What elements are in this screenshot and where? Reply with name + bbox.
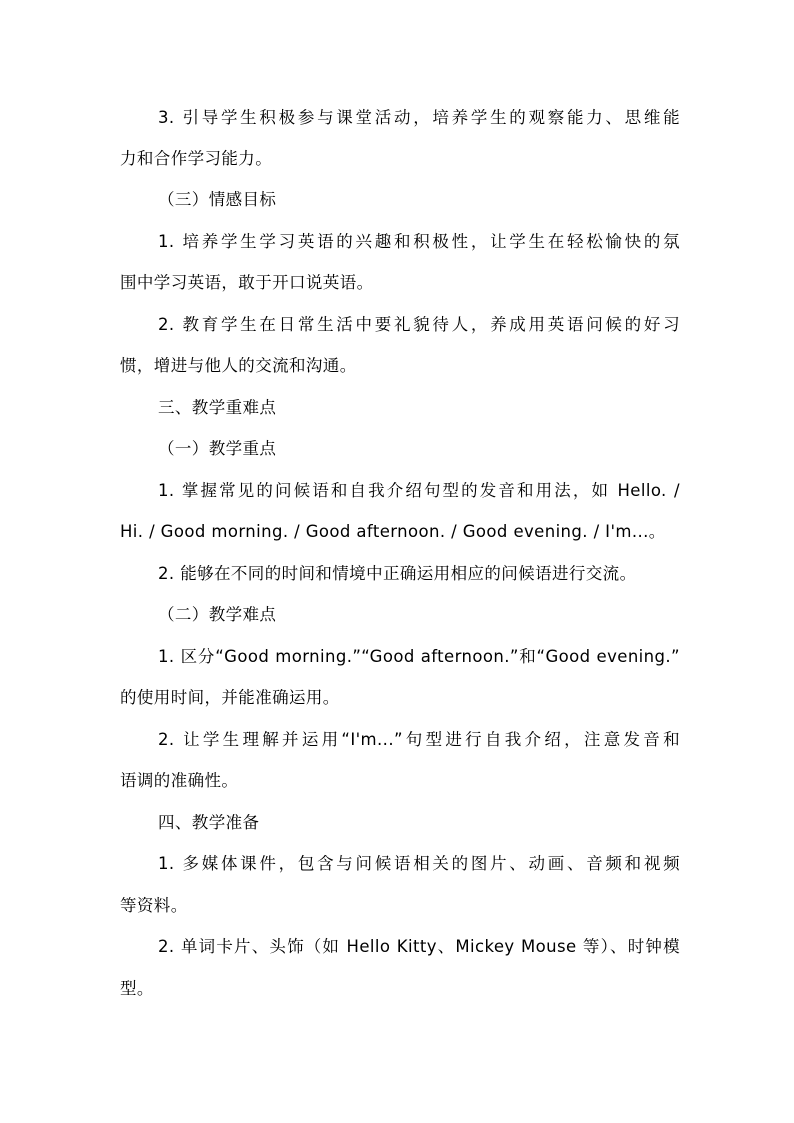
paragraph-line: 2. 教育学生在日常生活中要礼貌待人，养成用英语问候的好习: [158, 315, 680, 334]
paragraph-line: 1. 区分“Good morning.”“Good afternoon.”和“Good evening.”: [158, 647, 680, 666]
paragraph-line: 3. 引导学生积极参与课堂活动，培养学生的观察能力、思维能: [158, 108, 680, 127]
section-heading: （一）教学重点: [158, 439, 277, 458]
paragraph-line: 1. 培养学生学习英语的兴趣和积极性，让学生在轻松愉快的氛: [158, 232, 680, 251]
paragraph-line: Hi. / Good morning. / Good afternoon. / Good evening. / I'm...。: [120, 522, 666, 541]
paragraph-line: 型。: [120, 979, 154, 998]
section-heading: 四、教学准备: [158, 813, 260, 832]
paragraph-line: 2. 让学生理解并运用“I'm...”句型进行自我介绍，注意发音和: [158, 730, 680, 749]
paragraph-line: 的使用时间，并能准确运用。: [120, 688, 340, 707]
paragraph-line: 1. 多媒体课件，包含与问候语相关的图片、动画、音频和视频: [158, 854, 680, 873]
section-heading: （三）情感目标: [158, 190, 277, 209]
paragraph-line: 2. 能够在不同的时间和情境中正确运用相应的问候语进行交流。: [158, 564, 637, 583]
paragraph-line: 惯，增进与他人的交流和沟通。: [120, 356, 357, 375]
paragraph-line: 语调的准确性。: [120, 771, 239, 790]
paragraph-line: 1. 掌握常见的问候语和自我介绍句型的发音和用法，如 Hello. /: [158, 481, 680, 500]
paragraph-line: 等资料。: [120, 896, 188, 915]
paragraph-line: 2. 单词卡片、头饰（如 Hello Kitty、Mickey Mouse 等）、时钟模: [158, 937, 680, 956]
section-heading: 三、教学重难点: [158, 398, 277, 417]
paragraph-line: 围中学习英语，敢于开口说英语。: [120, 273, 374, 292]
paragraph-line: 力和合作学习能力。: [120, 149, 273, 168]
section-heading: （二）教学难点: [158, 605, 277, 624]
